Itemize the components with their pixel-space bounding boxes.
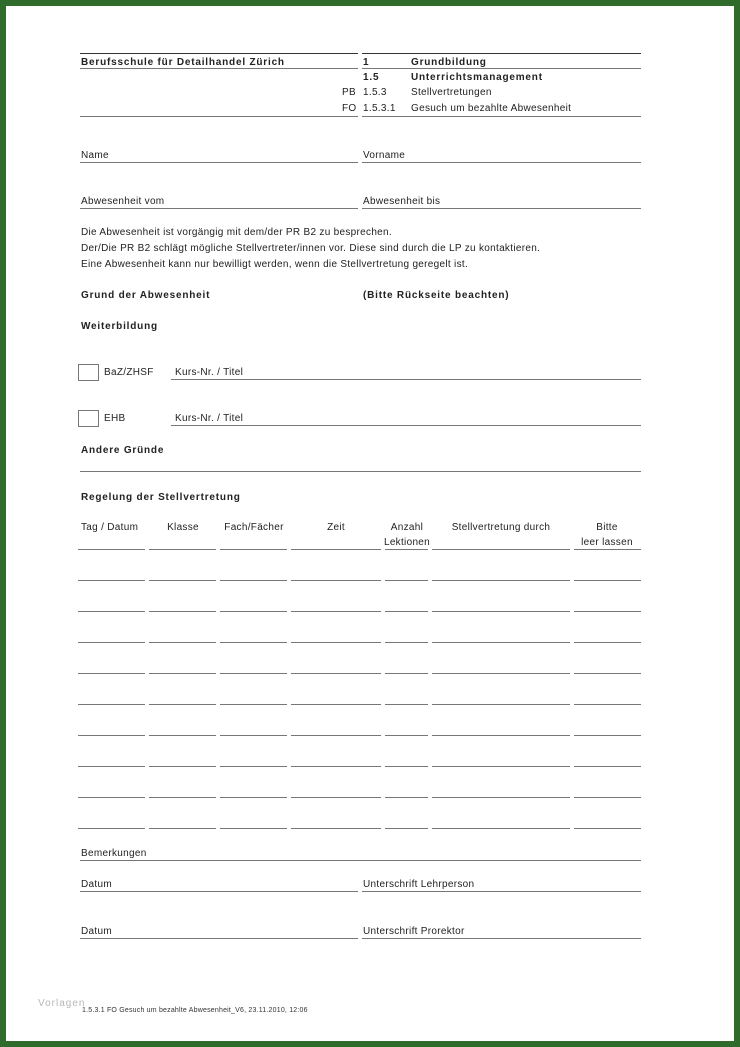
signature-prorector-label: Unterschrift Prorektor (363, 926, 465, 937)
table-cell-field[interactable] (149, 735, 216, 736)
substitution-heading: Regelung der Stellvertretung (81, 492, 241, 503)
table-cell-field[interactable] (149, 797, 216, 798)
other-reasons-field[interactable] (80, 471, 641, 472)
header-title-2: Unterrichtsmanagement (411, 72, 543, 83)
baz-course-field[interactable] (171, 379, 641, 380)
column-header-rule (574, 549, 641, 550)
column-header: Bitte (596, 522, 618, 533)
date-field-prorector[interactable] (80, 938, 358, 939)
school-name: Berufsschule für Detailhandel Zürich (81, 57, 285, 68)
table-cell-field[interactable] (220, 704, 287, 705)
table-cell-field[interactable] (220, 642, 287, 643)
column-header: Zeit (327, 522, 345, 533)
signature-prorector-field[interactable] (362, 938, 641, 939)
date-label: Datum (81, 926, 112, 937)
course-label: Kurs-Nr. / Titel (175, 367, 244, 378)
signature-teacher-label: Unterschrift Lehrperson (363, 879, 475, 890)
note-line: Eine Abwesenheit kann nur bewilligt werden, wenn die Stellvertretung geregelt ist. (81, 259, 469, 270)
baz-label: BaZ/ZHSF (104, 367, 154, 378)
table-cell-field[interactable] (78, 673, 145, 674)
vorname-field[interactable] (362, 162, 641, 163)
table-cell-field[interactable] (574, 704, 641, 705)
table-cell-field[interactable] (78, 766, 145, 767)
table-cell-field[interactable] (149, 673, 216, 674)
table-cell-field[interactable] (78, 704, 145, 705)
remarks-label: Bemerkungen (81, 848, 147, 859)
table-cell-field[interactable] (220, 580, 287, 581)
table-cell-field[interactable] (220, 828, 287, 829)
table-cell-field[interactable] (291, 704, 381, 705)
table-cell-field[interactable] (220, 797, 287, 798)
table-cell-field[interactable] (149, 828, 216, 829)
table-cell-field[interactable] (291, 735, 381, 736)
table-cell-field[interactable] (574, 828, 641, 829)
column-header: Fach/Fächer (224, 522, 284, 533)
table-cell-field[interactable] (291, 580, 381, 581)
absence-from-field[interactable] (80, 208, 358, 209)
other-reasons-heading: Andere Gründe (81, 445, 165, 456)
table-cell-field[interactable] (385, 673, 428, 674)
table-cell-field[interactable] (432, 766, 570, 767)
header-rule (362, 68, 641, 69)
header-num-1: 1 (363, 57, 370, 68)
table-cell-field[interactable] (220, 673, 287, 674)
header-code-pb: PB (342, 87, 356, 98)
table-cell-field[interactable] (385, 766, 428, 767)
table-cell-field[interactable] (385, 580, 428, 581)
table-cell-field[interactable] (220, 766, 287, 767)
table-cell-field[interactable] (149, 642, 216, 643)
form-page (6, 6, 734, 1041)
table-cell-field[interactable] (432, 642, 570, 643)
reason-hint: (Bitte Rückseite beachten) (363, 290, 510, 301)
watermark: Vorlagen (38, 998, 86, 1009)
table-cell-field[interactable] (385, 642, 428, 643)
column-header: leer lassen (581, 537, 633, 548)
table-cell-field[interactable] (291, 797, 381, 798)
note-line: Der/Die PR B2 schlägt mögliche Stellvertreter/innen vor. Diese sind durch die LP zu kontaktieren. (81, 243, 541, 254)
table-cell-field[interactable] (432, 611, 570, 612)
name-field[interactable] (80, 162, 358, 163)
table-cell-field[interactable] (574, 797, 641, 798)
table-cell-field[interactable] (291, 673, 381, 674)
table-cell-field[interactable] (291, 766, 381, 767)
table-cell-field[interactable] (291, 828, 381, 829)
absence-to-field[interactable] (362, 208, 641, 209)
header-rule-bottom-right (362, 116, 641, 117)
table-cell-field[interactable] (432, 580, 570, 581)
training-heading: Weiterbildung (81, 321, 158, 332)
header-title-1: Grundbildung (411, 57, 487, 68)
name-label: Name (81, 150, 109, 161)
table-cell-field[interactable] (432, 704, 570, 705)
table-cell-field[interactable] (574, 611, 641, 612)
column-header: Lektionen (383, 537, 431, 548)
header-num-3: 1.5.3 (363, 87, 387, 98)
column-header: Klasse (167, 522, 199, 533)
column-header-rule (149, 549, 216, 550)
table-cell-field[interactable] (149, 766, 216, 767)
table-cell-field[interactable] (574, 766, 641, 767)
baz-checkbox[interactable] (78, 364, 99, 381)
header-rule-right (362, 53, 641, 54)
table-cell-field[interactable] (385, 704, 428, 705)
table-cell-field[interactable] (432, 797, 570, 798)
table-cell-field[interactable] (149, 580, 216, 581)
table-cell-field[interactable] (78, 580, 145, 581)
column-header-rule (220, 549, 287, 550)
note-line: Die Abwesenheit ist vorgängig mit dem/der PR B2 zu besprechen. (81, 227, 392, 238)
table-cell-field[interactable] (78, 828, 145, 829)
table-cell-field[interactable] (220, 735, 287, 736)
header-num-4: 1.5.3.1 (363, 103, 396, 114)
column-header-rule (432, 549, 570, 550)
table-cell-field[interactable] (432, 828, 570, 829)
table-cell-field[interactable] (574, 735, 641, 736)
table-cell-field[interactable] (149, 611, 216, 612)
column-header: Tag / Datum (81, 522, 139, 533)
ehb-label: EHB (104, 413, 126, 424)
table-cell-field[interactable] (574, 673, 641, 674)
course-label: Kurs-Nr. / Titel (175, 413, 244, 424)
table-cell-field[interactable] (574, 642, 641, 643)
table-cell-field[interactable] (291, 642, 381, 643)
column-header-rule (78, 549, 145, 550)
column-header-rule (291, 549, 381, 550)
header-code-fo: FO (342, 103, 357, 114)
absence-to-label: Abwesenheit bis (363, 196, 441, 207)
vorname-label: Vorname (363, 150, 406, 161)
column-header: Anzahl (390, 522, 424, 533)
table-cell-field[interactable] (78, 735, 145, 736)
table-cell-field[interactable] (385, 797, 428, 798)
table-cell-field[interactable] (385, 828, 428, 829)
date-label: Datum (81, 879, 112, 890)
date-field-teacher[interactable] (80, 891, 358, 892)
table-cell-field[interactable] (385, 735, 428, 736)
header-title-3: Stellvertretungen (411, 87, 492, 98)
table-cell-field[interactable] (220, 611, 287, 612)
table-cell-field[interactable] (432, 673, 570, 674)
reason-heading: Grund der Abwesenheit (81, 290, 211, 301)
table-cell-field[interactable] (432, 735, 570, 736)
footer-text: 1.5.3.1 FO Gesuch um bezahlte Abwesenheit_V6, 23.11.2010, 12:06 (82, 1007, 308, 1014)
header-rule-bottom-left (80, 116, 358, 117)
column-header-rule (385, 549, 428, 550)
absence-from-label: Abwesenheit vom (81, 196, 165, 207)
column-header: Stellvertretung durch (451, 522, 551, 533)
table-cell-field[interactable] (78, 611, 145, 612)
table-cell-field[interactable] (291, 611, 381, 612)
header-rule-left (80, 53, 358, 54)
ehb-checkbox[interactable] (78, 410, 99, 427)
header-num-2: 1.5 (363, 72, 380, 83)
remarks-field[interactable] (80, 860, 641, 861)
table-cell-field[interactable] (78, 642, 145, 643)
table-cell-field[interactable] (574, 580, 641, 581)
table-cell-field[interactable] (385, 611, 428, 612)
table-cell-field[interactable] (149, 704, 216, 705)
signature-teacher-field[interactable] (362, 891, 641, 892)
ehb-course-field[interactable] (171, 425, 641, 426)
table-cell-field[interactable] (78, 797, 145, 798)
header-title-4: Gesuch um bezahlte Abwesenheit (411, 103, 572, 114)
header-rule (80, 68, 358, 69)
